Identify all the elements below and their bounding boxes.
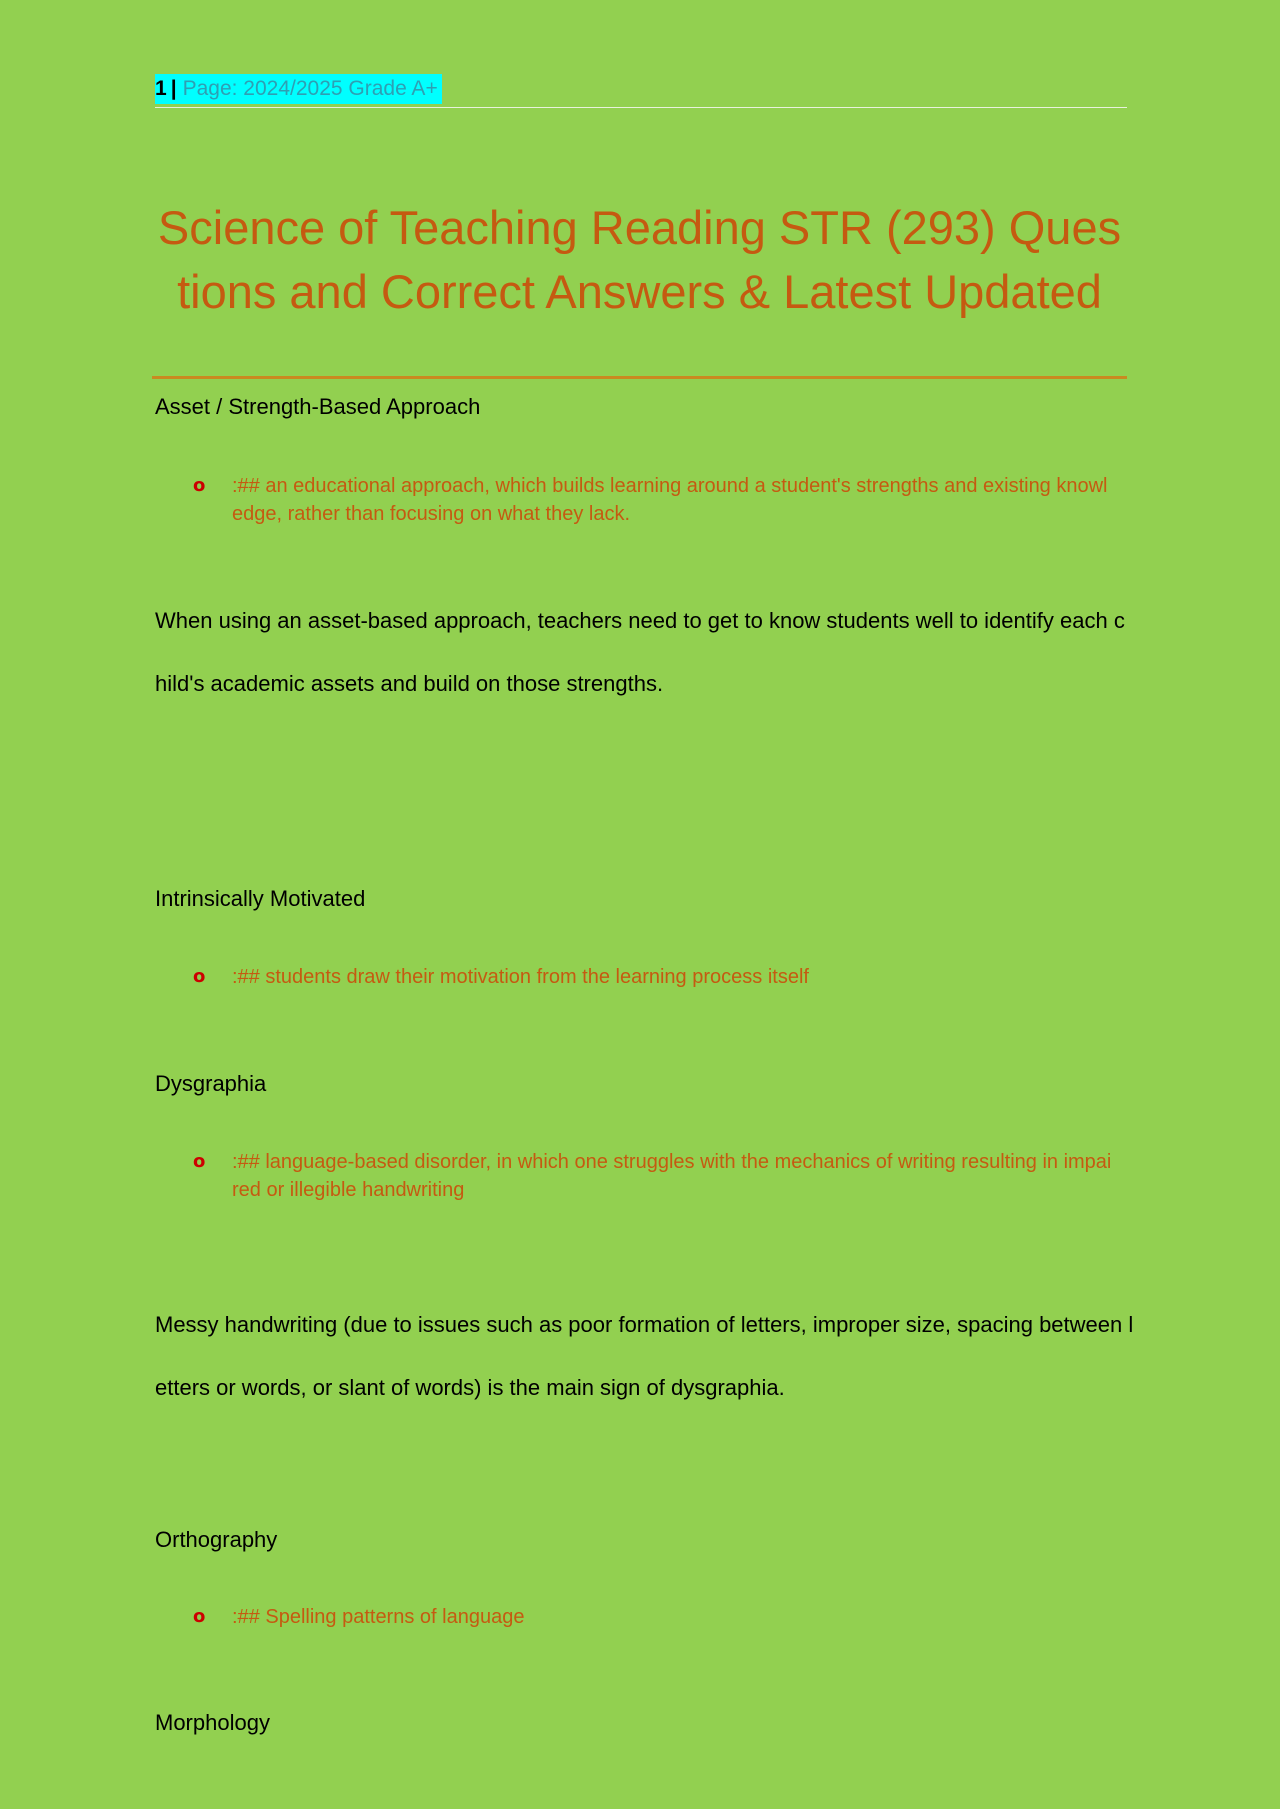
explanation-paragraph: Messy handwriting (due to issues such as poor formation of letters, improper size, spacing between letters or words, or slant of words) is the main sign of dysgraphia. bbox=[155, 1312, 1134, 1400]
explanation-paragraph: When using an asset-based approach, teachers need to get to know students well to identify each child's academic assets and build on those strengths. bbox=[155, 608, 1125, 696]
term-intrinsically-motivated: Intrinsically Motivated bbox=[155, 886, 366, 911]
title-underline bbox=[152, 376, 1127, 379]
term-orthography: Orthography bbox=[155, 1527, 278, 1552]
hollow-circle-bullet-icon: o bbox=[193, 966, 206, 987]
definition-text: :## an educational approach, which builds learning around a student's strengths and existing knowledge, rather than focusing on what they lack. bbox=[232, 475, 1108, 525]
term-morphology: Morphology bbox=[155, 1710, 270, 1735]
hollow-circle-bullet-icon: o bbox=[193, 1151, 206, 1172]
term-asset-strength-based-approach: Asset / Strength-Based Approach bbox=[155, 394, 481, 419]
definition-text: :## Spelling patterns of language bbox=[232, 1606, 525, 1628]
header-highlight bbox=[155, 74, 442, 104]
hollow-circle-bullet-icon: o bbox=[193, 475, 206, 496]
definition-text: :## students draw their motivation from the learning process itself bbox=[232, 966, 809, 988]
page-header bbox=[155, 74, 1127, 108]
header-text: Page: 2024/2025 Grade A+ bbox=[182, 77, 438, 100]
page-number: 1 bbox=[155, 77, 167, 100]
header-separator: | bbox=[170, 77, 177, 100]
term-dysgraphia: Dysgraphia bbox=[155, 1071, 267, 1096]
definition-text: :## language-based disorder, in which one struggles with the mechanics of writing resulting in impaired or illegible handwriting bbox=[232, 1151, 1112, 1201]
document-title: Science of Teaching Reading STR (293) Questions and Correct Answers & Latest Updated bbox=[157, 201, 1122, 318]
hollow-circle-bullet-icon: o bbox=[193, 1606, 206, 1627]
